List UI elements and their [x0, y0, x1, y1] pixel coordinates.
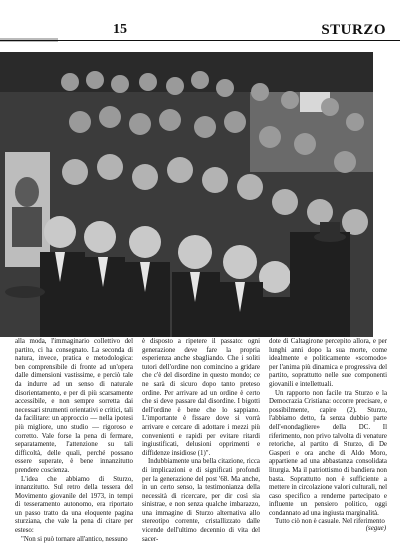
running-title: STURZO [321, 22, 386, 38]
paragraph: Tutto ciò non è casuale. Nel riferimento [275, 518, 385, 526]
paragraph: "Non si può tornare all'antico, nessuno [21, 535, 128, 543]
page-number: 15 [113, 22, 127, 37]
article-body [15, 338, 387, 543]
crowd-photograph [0, 52, 373, 337]
paragraph: L'idea che abbiamo di Sturzo, innanzitutto. Sul retro della tessera del Movimento giovanile del 1973, in tempi di tesseramento autonomo, era riportato un passo tratto da una eloquente pagina sturziana, che vale la pena di citare per esteso: [15, 475, 133, 535]
paragraph: alla moda, l'immaginario collettivo del partito, ci ha consegnato. La seconda di natura, invece, pratica e metodologica: ben comprensibile di fronte ad un'opera dalle dimensioni vastissime, e perciò tale da indurre ad un senso di naturale disorientamento, e per di più scarsamente accessibile, e non sempre sorretta dai necessari strumenti orientativi e critici, tali da facilitare: un approccio — nella ipotesi più migliore, uno studio — rigoroso e corretto. Vale forse la pena di fermare, separatamente, l'attenzione su tali difficoltà, delle quali, perché possano essere superate, è bene innanzitutto prendere coscienza. [15, 338, 133, 474]
crowd-photograph-illustration [0, 52, 373, 337]
paragraph: Indubbiamente una bella citazione, ricca di implicazioni e di significati profondi per la generazione del post '68. Ma anche, in un certo senso, la testimonianza della necessità di ricercare, per dir così sia sinistrae, e non senza qualche imbarazzo, una immagine di Sturzo alternativa allo stereotipo corrente, cristallizzato dalle vicende dell'ultimo decennio di vita del sacer- [142, 458, 260, 543]
paragraph: Un rapporto non facile tra Sturzo e la Democrazia Cristiana: occorre precisare, e possibilmente, capire (2). Sturzo, l'abbiamo detto, fa senza dubbio parte dell'«nondagliere» della DC. Il riferimento, non privo talvolta di venature retoriche, al partito di Sturzo, di De Gasperi e ora anche di Aldo Moro, appartiene ad una abbastanza consolidata liturgia. Ma il patriottismo di bandiera non basta. Soprattutto non è sufficiente a mettere in circolazione valori culturali, nel caso specifico a renderne partecipato e influente un pensiero politico, oggi condannato ad una ingiusta marginalità. [269, 389, 387, 517]
text-column-1 [15, 338, 133, 543]
continuation-note: (segue) [365, 525, 386, 532]
page-header [0, 0, 400, 50]
text-column-3 [269, 338, 387, 530]
header-rule [0, 40, 400, 41]
paragraph: dote di Caltagirone percepito allora, e per lunghi anni dopo la sua morte, come idealmente e politicamente «scomodo» per l'anima più dinamica e progressiva del partito, soprattutto nelle sue componenti giovanili e intellettuali. [269, 338, 387, 388]
text-column-2 [142, 338, 260, 543]
paragraph: è disposto a ripetere il passato: ogni generazione deve fare la propria esperienza anche sbagliando. Che i soliti tutori dell'ordine non comincino a gridare che c'è del disordine in questo mondo; ce ne sarà di sicuro dopo tanto preteso ordine. Per arrivare ad un ordine è certo che si deve passare dal disordine. I bigotti dell'ordine è bene che lo sappiano. L'importante è fissare dove si vorrà arrivare e cercare di adottare i mezzi più convenienti e rapidi per evitare ritardi ingiustificati, delusioni opprimenti e diffidenze insidiose (1)". [142, 338, 260, 457]
